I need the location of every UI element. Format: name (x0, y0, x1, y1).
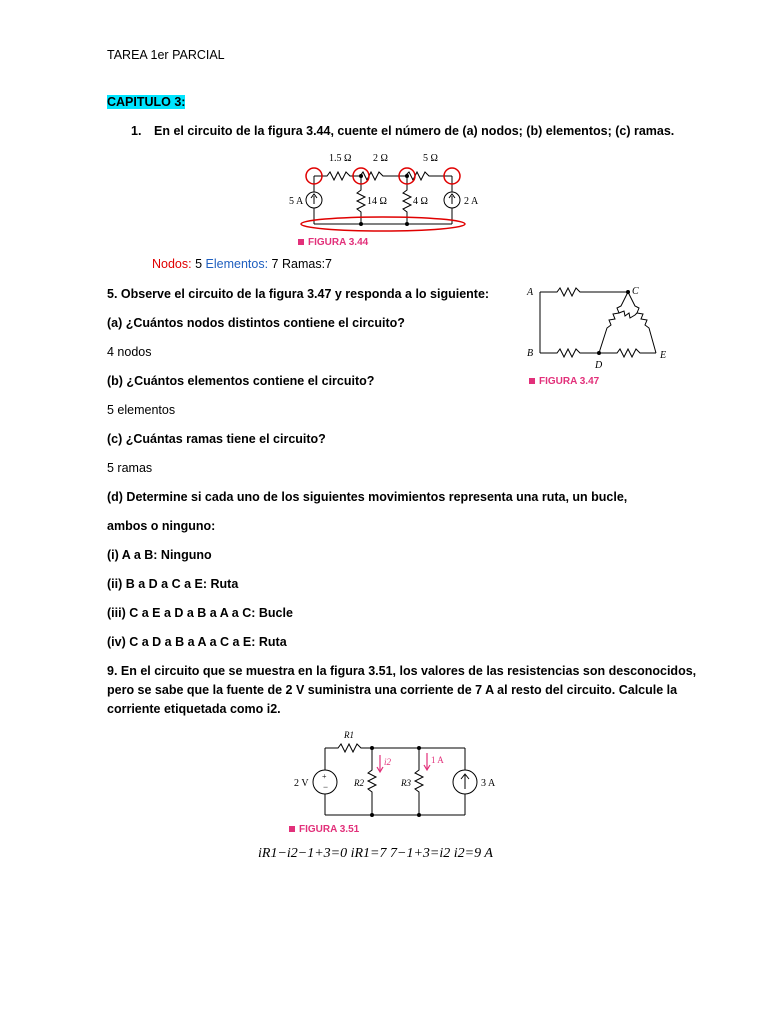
question-5d-line2: ambos o ninguno: (107, 519, 216, 533)
fig344-label-r5: 4 Ω (413, 196, 428, 207)
chapter-label: CAPITULO 3: (107, 95, 186, 109)
figure-3-51-caption: FIGURA 3.51 (299, 824, 360, 835)
question-5d-i: (i) A a B: Ninguno (107, 548, 212, 562)
nodos-label: Nodos: (152, 257, 192, 271)
question-5a: (a) ¿Cuántos nodos distintos contiene el circuito? (107, 316, 405, 330)
figure-3-44 (275, 146, 479, 254)
question-9-line1: 9. En el circuito que se muestra en la figura 3.51, los valores de las resistencias son desconocidos, (107, 664, 697, 678)
figure-3-51 (285, 727, 495, 839)
fig344-label-source2: 2 A (464, 196, 479, 207)
figure-3-47-caption: FIGURA 3.47 (539, 376, 600, 387)
fig344-label-r4: 14 Ω (367, 196, 387, 207)
fig344-label-r2: 2 Ω (373, 153, 388, 164)
elementos-label: Elementos: (205, 257, 269, 271)
fig344-label-source1: 5 A (289, 196, 304, 207)
question-5b-answer: 5 elementos (107, 403, 176, 417)
fig344-label-r1: 1.5 Ω (329, 153, 352, 164)
question-5-prompt: 5. Observe el circuito de la figura 3.47 y responda a lo siguiente: (107, 287, 490, 301)
fig347-node-d: D (595, 360, 603, 371)
question-9-line2: pero se sabe que la fuente de 2 V suministra una corriente de 7 A al resto del circuito. Calcule la (107, 683, 678, 697)
question-1-answer (152, 257, 332, 272)
fig347-node-b: B (527, 348, 534, 359)
question-5c: (c) ¿Cuántas ramas tiene el circuito? (107, 432, 326, 446)
document-title: TAREA 1er PARCIAL (107, 48, 225, 62)
question-5b: (b) ¿Cuántos elementos contiene el circuito? (107, 374, 375, 388)
question-5d-iv: (iv) C a D a B a A a C a E: Ruta (107, 635, 287, 649)
fig347-node-e: E (660, 350, 667, 361)
figure-3-47 (525, 283, 675, 389)
question-1-number: 1. (131, 124, 142, 138)
fig351-label-r1: R1 (344, 730, 354, 740)
fig351-label-2v: 2 V (294, 778, 309, 789)
fig351-label-i2: i2 (384, 757, 392, 767)
question-1-text: En el circuito de la figura 3.44, cuente el número de (a) nodos; (b) elementos; (c) ramas. (154, 124, 675, 138)
fig351-label-3a: 3 A (481, 778, 496, 789)
question-9-line3: corriente etiquetada como i2. (107, 702, 281, 716)
svg-text:+: + (322, 772, 327, 781)
question-5a-answer: 4 nodos (107, 345, 152, 359)
fig347-node-c: C (632, 286, 639, 297)
elementos-value: 7 (271, 257, 279, 271)
svg-text:−: − (323, 782, 329, 792)
question-5c-answer: 5 ramas (107, 461, 153, 475)
question-5d-iii: (iii) C a E a D a B a A a C: Bucle (107, 606, 293, 620)
fig351-label-1a: 1 A (431, 755, 444, 765)
fig344-label-r3: 5 Ω (423, 153, 438, 164)
fig351-label-r3: R3 (401, 778, 411, 788)
figure-3-44-caption: FIGURA 3.44 (308, 237, 369, 248)
fig347-node-a: A (527, 287, 534, 298)
ramas-answer: Ramas:7 (281, 257, 333, 271)
equation: iR1−i2−1+3=0 iR1=7 7−1+3=i2 i2=9 A (258, 846, 493, 861)
nodos-value: 5 (195, 257, 203, 271)
chapter-heading (107, 95, 185, 110)
question-5d-line1: (d) Determine si cada uno de los siguientes movimientos representa una ruta, un bucle, (107, 490, 628, 504)
fig351-label-r2: R2 (354, 778, 364, 788)
question-5d-ii: (ii) B a D a C a E: Ruta (107, 577, 239, 591)
